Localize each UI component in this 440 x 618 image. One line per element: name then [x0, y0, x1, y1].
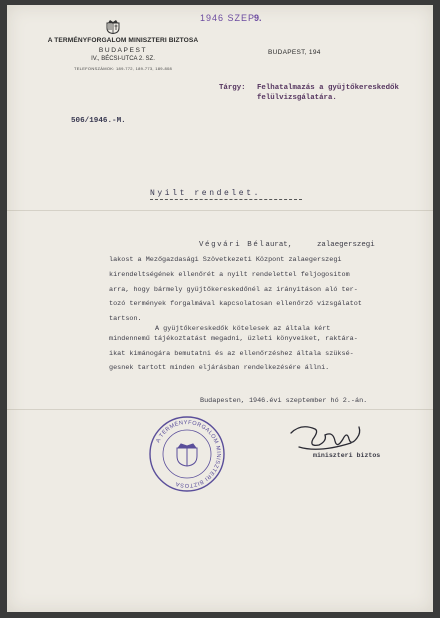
body-line: A gyüjtőkereskedők kötelesek az általa kért [155, 325, 331, 333]
letterhead-phones: TELEFONSZÁMOK: 189-772, 189-773, 189-808 [73, 66, 173, 71]
date-line: BUDAPEST, 194 [268, 49, 321, 56]
official-seal [148, 415, 226, 493]
body-line: tartson. [109, 315, 142, 323]
body-line: kirendeltségének ellenőrét a nyilt rendelettel feljogositom [109, 271, 350, 279]
hungarian-crest-icon [104, 18, 122, 34]
received-stamp: 1946 SZEP [200, 13, 256, 23]
body-line: tozó termények forgalmával kapcsolatosan ellenőrző vizsgálatot [109, 300, 362, 308]
body-line: mindennemű tájékoztatást megadni, üzleti könyveiket, raktára- [109, 335, 358, 343]
signer-title: miniszteri biztos [313, 452, 381, 459]
letterhead-city: BUDAPEST [98, 47, 148, 54]
subject-line: felülvizsgálatára. [257, 94, 337, 102]
svg-text:A TERMÉNYFORGALOM MINISZTERI B: A TERMÉNYFORGALOM MINISZTERI BIZTOSA [155, 419, 222, 489]
document-title: Nyilt rendelet. [150, 189, 262, 198]
seal-crest-icon [177, 444, 197, 466]
body-line: lakost a Mezőgazdasági Szövetkezeti Központ zalaegerszegi [109, 256, 342, 264]
letterhead-address: IV., BÉCSI-UTCA 2. SZ. [91, 56, 155, 62]
body-line: gesnek tartott minden eljárásban rendelkezésére állni. [109, 364, 330, 372]
addressee-title: urat, [270, 241, 293, 249]
reference-number: 506/1946.-M. [71, 117, 126, 125]
letter-page [7, 5, 433, 612]
fold-line [7, 210, 433, 211]
addressee-name: Végvári Béla [199, 241, 272, 249]
fold-line [7, 409, 433, 410]
body-line: ikat kimánogára bemutatni és az ellenőrzéshez általa szüksé- [109, 350, 354, 358]
subject-line: Felhatalmazás a gyüjtőkereskedők [257, 84, 399, 92]
body-line: arra, hogy bármely gyüjtőkereskedőnél az irányitáson aló ter- [109, 286, 358, 294]
subject-label: Tárgy: [219, 84, 246, 92]
title-underline [150, 199, 302, 200]
page-number-stamp: 9. [254, 13, 262, 23]
letterhead-org: A TERMÉNYFORGALOM MINISZTERI BIZTOSA [47, 37, 199, 44]
addressee-place: zalaegerszegi [317, 241, 375, 249]
place-and-date: Budapesten, 1946.évi szeptember hó 2.-án. [200, 397, 368, 405]
